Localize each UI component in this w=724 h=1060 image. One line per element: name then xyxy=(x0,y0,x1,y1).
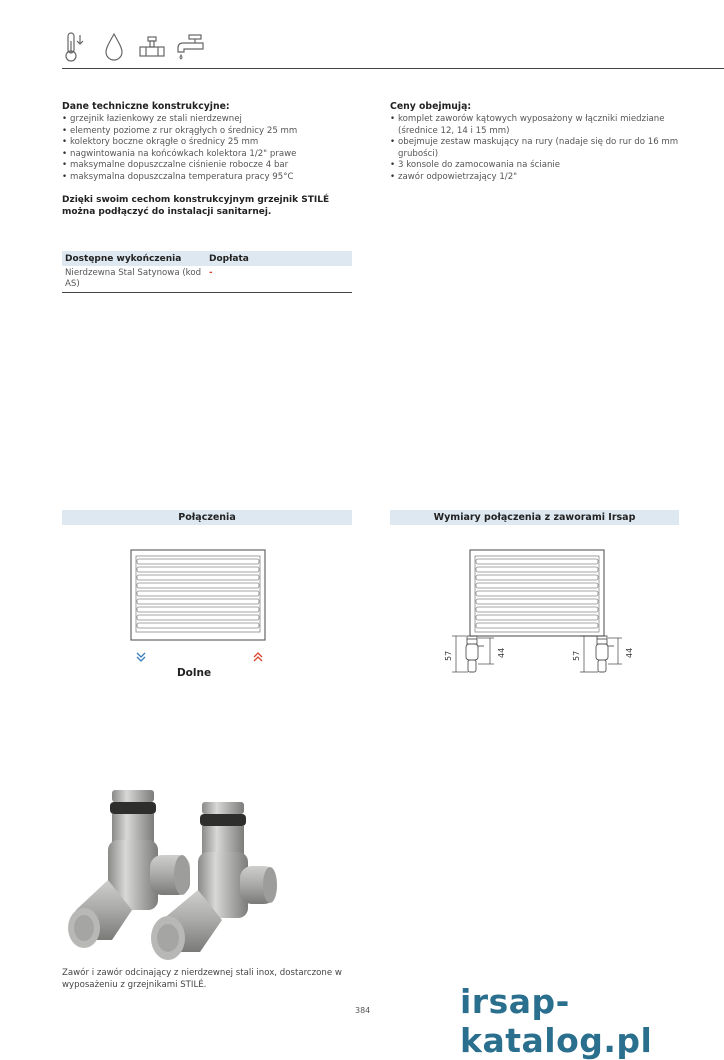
prices-section xyxy=(390,101,690,184)
list-item: • nagwintowania na końcówkach kolektora 1/2" prawe xyxy=(62,149,357,161)
dimension-a-left: 57 xyxy=(444,650,453,661)
faucet-icon xyxy=(175,31,205,63)
thermometer-down-icon xyxy=(64,31,86,63)
list-item: • maksymalne dopuszczalne ciśnienie robocze 4 bar xyxy=(62,160,357,172)
finishes-table xyxy=(62,251,352,293)
list-item: • elementy poziome z rur okrągłych o średnicy 25 mm xyxy=(62,126,357,138)
pipe-valve-icon xyxy=(138,31,166,63)
chevron-up-icon xyxy=(251,650,265,664)
list-item: • komplet zaworów kątowych wyposażony w łączniki miedziane (średnice 12, 14 i 15 mm) xyxy=(390,114,690,137)
connections-band: Połączenia xyxy=(62,510,352,525)
column-header: Dostępne wykończenia xyxy=(62,251,206,266)
radiator-connection-diagram xyxy=(128,546,268,646)
finish-surcharge: - xyxy=(209,268,213,278)
sanitary-note: Dzięki swoim cechom konstrukcyjnym grzejnik STILÉ można podłączyć do instalacji sanitarnej. xyxy=(62,195,330,217)
list-item: • obejmuje zestaw maskujący na rury (nadaje się do rur do 16 mm grubości) xyxy=(390,137,690,160)
technical-heading: Dane techniczne konstrukcyjne: xyxy=(62,101,230,112)
prices-list xyxy=(390,114,690,184)
prices-heading: Ceny obejmują: xyxy=(390,101,472,112)
list-item: • grzejnik łazienkowy ze stali nierdzewnej xyxy=(62,114,357,126)
table-row xyxy=(62,266,352,293)
chevron-down-icon xyxy=(134,650,148,664)
header-divider xyxy=(62,68,724,69)
watermark: irsap-katalog.pl xyxy=(460,982,653,1060)
photo-caption: Zawór i zawór odcinający z nierdzewnej stali inox, dostarczone w wyposażeniu z grzejnikami STILÉ. xyxy=(62,968,342,990)
list-item: • 3 konsole do zamocowania na ścianie xyxy=(390,160,690,172)
technical-section xyxy=(62,101,357,184)
connection-type-label: Dolne xyxy=(176,667,212,679)
valve-dimensions-diagram xyxy=(438,546,638,676)
dimension-b-right: 44 xyxy=(625,647,634,658)
dimension-b-left: 44 xyxy=(497,647,506,658)
valve-photo xyxy=(62,780,282,965)
finish-name: Nierdzewna Stal Satynowa (kod AS) xyxy=(65,268,202,289)
dimensions-band: Wymiary połączenia z zaworami Irsap xyxy=(390,510,679,525)
list-item: • zawór odpowietrzający 1/2" xyxy=(390,172,690,184)
column-header: Dopłata xyxy=(206,251,352,266)
list-item: • maksymalna dopuszczalna temperatura pracy 95°C xyxy=(62,172,357,184)
technical-list xyxy=(62,114,357,184)
water-drop-icon xyxy=(103,31,125,63)
dimension-a-right: 57 xyxy=(572,650,581,661)
list-item: • kolektory boczne okrągłe o średnicy 25 mm xyxy=(62,137,357,149)
page-number: 384 xyxy=(355,1006,371,1015)
